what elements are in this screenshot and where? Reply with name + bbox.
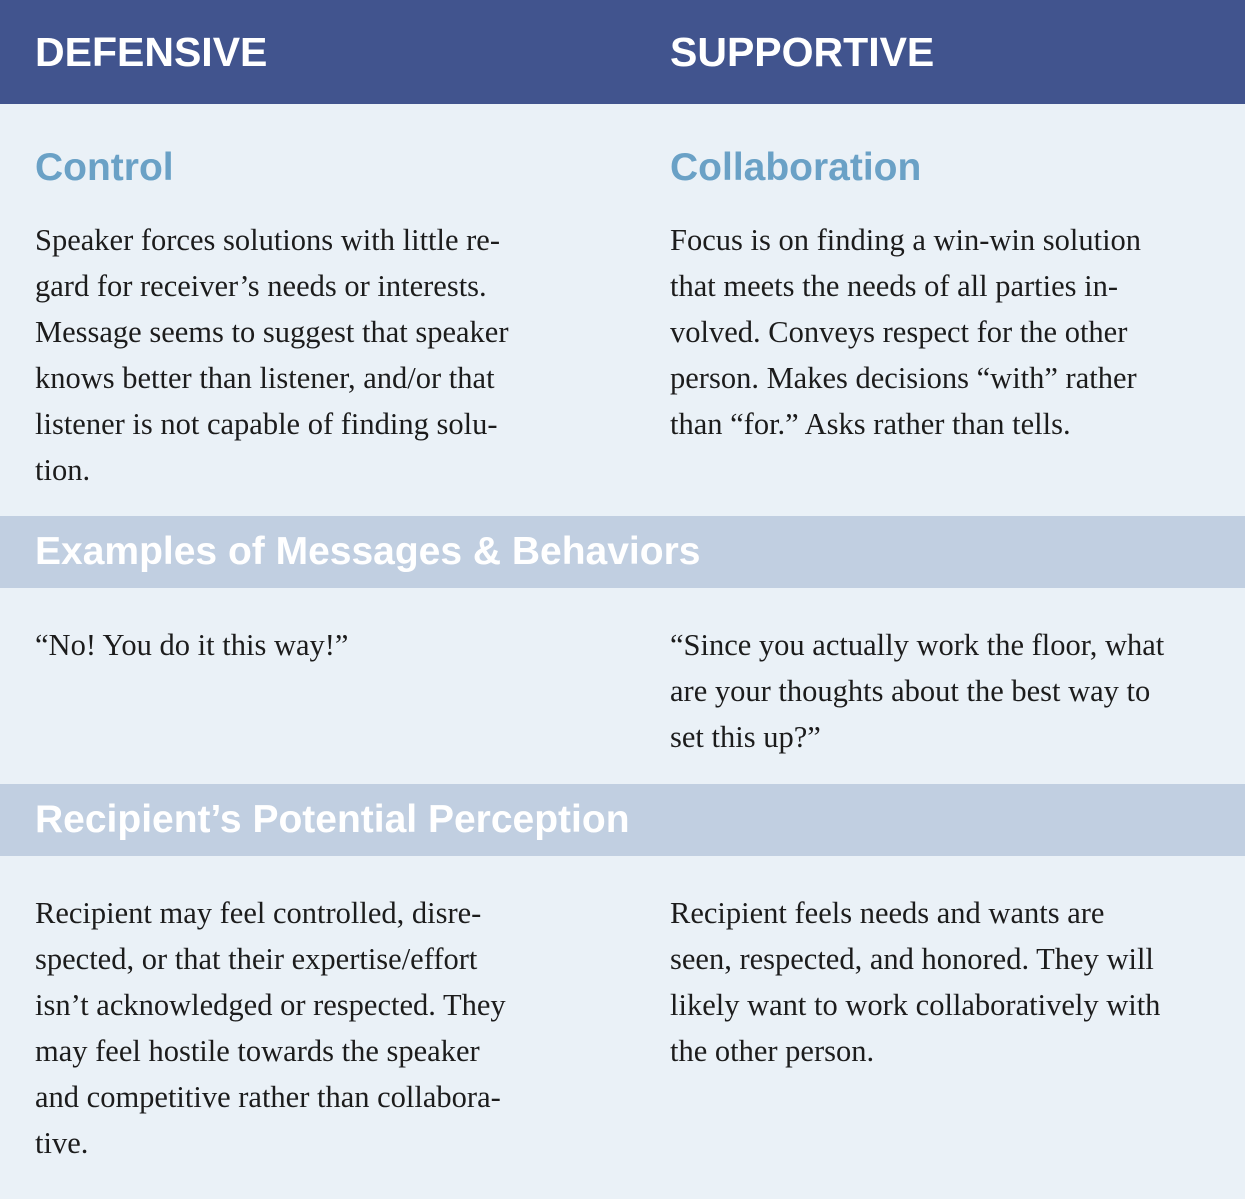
text-line: Message seems to suggest that speaker	[35, 315, 509, 349]
text-line: “No! You do it this way!”	[35, 628, 349, 662]
supportive-example	[670, 622, 1164, 760]
text-line: seen, respected, and honored. They will	[670, 942, 1154, 976]
defensive-example	[35, 622, 348, 668]
text-line: likely want to work collaboratively with	[670, 988, 1161, 1022]
examples-section-title: Examples of Messages & Behaviors	[35, 530, 701, 573]
text-line: the other person.	[670, 1034, 875, 1068]
text-line: than “for.” Asks rather than tells.	[670, 407, 1071, 441]
text-line: tion.	[35, 453, 91, 487]
text-line: are your thoughts about the best way to	[670, 674, 1151, 708]
control-description	[35, 217, 508, 493]
text-line: Recipient feels needs and wants are	[670, 896, 1105, 930]
text-line: spected, or that their expertise/effort	[35, 942, 478, 976]
text-line: Focus is on finding a win-win solution	[670, 223, 1142, 257]
text-line: set this up?”	[670, 720, 821, 754]
text-line: volved. Conveys respect for the other	[670, 315, 1128, 349]
defensive-perception	[35, 890, 506, 1166]
supportive-perception	[670, 890, 1160, 1074]
text-line: knows better than listener, and/or that	[35, 361, 495, 395]
text-line: listener is not capable of finding solu-	[35, 407, 498, 441]
perception-section-band	[0, 784, 1245, 856]
text-line: person. Makes decisions “with” rather	[670, 361, 1137, 395]
text-line: “Since you actually work the floor, what	[670, 628, 1165, 662]
examples-section-band	[0, 516, 1245, 588]
control-subtitle: Control	[35, 146, 174, 189]
text-line: tive.	[35, 1126, 89, 1160]
text-line: Speaker forces solutions with little re-	[35, 223, 501, 257]
text-line: isn’t acknowledged or respected. They	[35, 988, 506, 1022]
perception-section-title: Recipient’s Potential Perception	[35, 798, 630, 841]
text-line: Recipient may feel controlled, disre-	[35, 896, 482, 930]
column-header-bar	[0, 0, 1245, 104]
text-line: and competitive rather than collabora-	[35, 1080, 501, 1114]
text-line: that meets the needs of all parties in-	[670, 269, 1119, 303]
text-line: may feel hostile towards the speaker	[35, 1034, 480, 1068]
collaboration-subtitle: Collaboration	[670, 146, 922, 189]
text-line: gard for receiver’s needs or interests.	[35, 269, 487, 303]
collaboration-description	[670, 217, 1141, 447]
supportive-column-title: SUPPORTIVE	[670, 29, 935, 75]
defensive-column-title: DEFENSIVE	[35, 29, 268, 75]
